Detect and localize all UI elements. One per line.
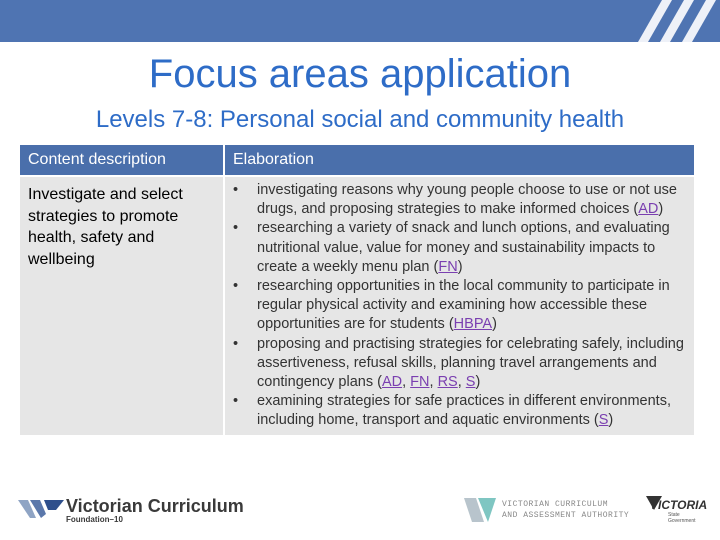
vcaa-mark-icon <box>462 494 498 526</box>
header-elaboration: Elaboration <box>224 145 694 176</box>
focus-area-code-link[interactable]: S <box>598 412 609 429</box>
elaboration-text: examining strategies for safe practices in different environments, including home, transport and aquatic environments ( <box>257 393 671 429</box>
elaboration-text: researching a variety of snack and lunch options, and evaluating nutritional value, value for money and sustainability impacts to create a weekly menu plan ( <box>257 220 670 275</box>
focus-area-code-link[interactable]: FN <box>438 258 458 275</box>
elaboration-item: • proposing and practising strategies for celebrating safely, including assertiveness, refusal skills, planning travel arrangements and contingency plans (AD, FN, RS, S) <box>233 335 684 391</box>
focus-area-code-link[interactable]: FN <box>410 374 430 391</box>
elaboration-item <box>231 181 688 219</box>
header-content-description: Content description <box>20 145 224 176</box>
bullet-icon: • <box>233 335 239 352</box>
focus-areas-table <box>20 145 694 435</box>
bullet-icon: • <box>233 220 239 237</box>
vc-logo-name: Victorian Curriculum <box>66 496 244 516</box>
page-subtitle: Levels 7-8: Personal social and community health <box>95 106 625 133</box>
elaboration-text: investigating reasons why young people choose to use or not use drugs, and proposing strategies to make informed choices ( <box>257 182 677 218</box>
focus-area-code-link[interactable]: RS <box>437 374 458 391</box>
vc-logo-sub: Foundation–10 <box>66 515 123 524</box>
elaboration-end: ) <box>457 258 463 275</box>
table-header-row <box>20 145 694 176</box>
top-banner <box>0 0 720 42</box>
elaboration-end: ) <box>608 412 614 429</box>
victoria-state-government-logo <box>646 494 708 526</box>
elaboration-text: proposing and practising strategies for celebrating safely, including assertiveness, refusal skills, planning travel arrangements and contingency plans ( <box>257 335 684 391</box>
page-title: Focus areas application <box>148 52 572 96</box>
bullet-icon: • <box>233 393 239 410</box>
elaboration-item <box>231 392 688 430</box>
focus-area-code-link[interactable]: AD <box>381 374 403 391</box>
elaboration-item <box>231 219 688 277</box>
vc-chevron-icon <box>18 498 64 520</box>
vcaa-logo-text: VICTORIAN CURRICULUM AND ASSESSMENT AUTHORITY <box>502 500 630 520</box>
focus-area-code-link[interactable]: S <box>465 374 476 391</box>
elaboration-item <box>231 277 688 335</box>
bullet-icon: • <box>233 278 239 295</box>
elaboration-end: ) <box>658 201 664 218</box>
elaboration-end: ) <box>492 316 497 333</box>
elaboration-end: ) <box>475 374 481 391</box>
focus-area-code-link[interactable]: HBPA <box>453 316 493 333</box>
victoria-sub: State Government <box>668 512 696 524</box>
vcaa-logo <box>462 494 632 526</box>
content-description-cell: Investigate and select strategies to promote health, safety and wellbeing <box>20 176 224 435</box>
victorian-curriculum-logo <box>18 494 258 528</box>
decorative-slashes <box>600 0 720 42</box>
table-row <box>20 176 694 435</box>
elaboration-text: researching opportunities in the local community to participate in regular physical activity and examining how accessible these opportunities are for students ( <box>257 278 670 333</box>
elaboration-cell <box>224 176 694 435</box>
elaboration-list <box>231 181 688 431</box>
victoria-wordmark: VICTORIA <box>650 498 708 512</box>
focus-area-code-link[interactable]: AD <box>638 201 659 218</box>
bullet-icon: • <box>233 182 239 198</box>
